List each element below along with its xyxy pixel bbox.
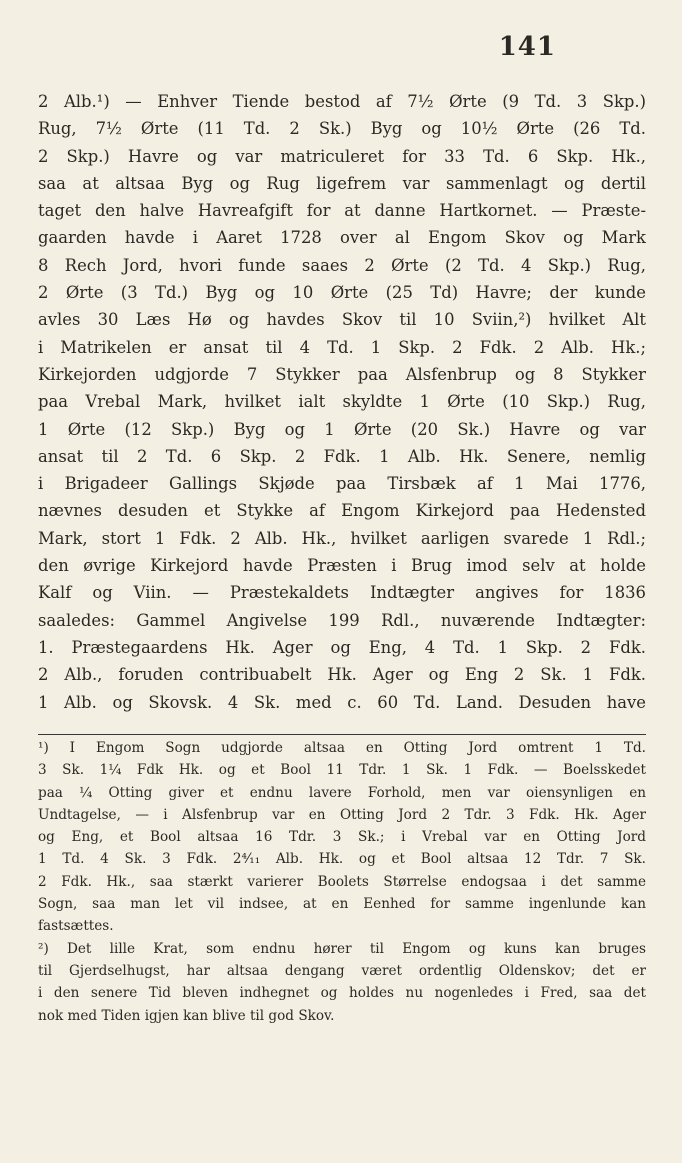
footnote-line: nok med Tiden igjen kan blive til god Skov. (38, 1007, 335, 1024)
footnote-line: ²) Det lille Krat, som endnu hører til Engom og kuns kan bruges (38, 940, 646, 957)
footnote-line: i den senere Tid bleven indhegnet og holdes nu nogenledes i Fred, saa det (38, 985, 646, 1002)
footnote-line: 3 Sk. 1¼ Fdk Hk. og et Bool 11 Tdr. 1 Sk. 1 Fdk. — Boelsskedet (38, 762, 646, 779)
body-line: 1. Præstegaardens Hk. Ager og Eng, 4 Td. 1 Skp. 2 Fdk. (38, 637, 646, 657)
body-line: 2 Alb.¹) — Enhver Tiende bestod af 7½ Ørte (9 Td. 3 Skp.) (38, 92, 646, 111)
body-line: paa Vrebal Mark, hvilket ialt skyldte 1 Ørte (10 Skp.) Rug, (38, 392, 646, 412)
footnote-line: Undtagelse, — i Alsfenbrup var en Otting Jord 2 Tdr. 3 Fdk. Hk. Ager (38, 806, 646, 823)
body-line: den øvrige Kirkejord havde Præsten i Brug imod selv at holde (38, 556, 646, 576)
body-line: i Matrikelen er ansat til 4 Td. 1 Skp. 2 Fdk. 2 Alb. Hk.; (38, 337, 646, 357)
footnote-line: 1 Td. 4 Sk. 3 Fdk. 2⁴⁄₁₁ Alb. Hk. og et Bool altsaa 12 Tdr. 7 Sk. (38, 851, 646, 868)
footnote-line: fastsættes. (38, 918, 114, 935)
body-line: avles 30 Læs Hø og havdes Skov til 10 Sviin,²) hvilket Alt (38, 310, 646, 330)
body-line: 1 Alb. og Skovsk. 4 Sk. med c. 60 Td. Land. Desuden have (38, 692, 646, 712)
body-line: Kalf og Viin. — Præstekaldets Indtægter angives for 1836 (38, 583, 646, 603)
footnote-line: til Gjerdselhugst, har altsaa dengang været ordentlig Oldenskov; det er (38, 962, 646, 979)
page-number: 141 (498, 32, 556, 62)
footnote-line: 2 Fdk. Hk., saa stærkt varierer Boolets Størrelse endogsaa i det samme (38, 873, 646, 890)
footnote-divider (38, 734, 646, 735)
body-text (38, 88, 646, 716)
body-line: 2 Skp.) Havre og var matriculeret for 33 Td. 6 Skp. Hk., (38, 146, 646, 166)
body-line: saa at altsaa Byg og Rug ligefrem var sammenlagt og dertil (38, 173, 646, 193)
body-line: taget den halve Havreafgift for at danne Hartkornet. — Præste- (38, 201, 646, 221)
footnote-line: Sogn, saa man let vil indsee, at en Eenhed for samme ingenlunde kan (38, 896, 646, 913)
footnote-line: paa ¼ Otting giver et endnu lavere Forhold, men var oiensynligen en (38, 784, 646, 801)
body-line: ansat til 2 Td. 6 Skp. 2 Fdk. 1 Alb. Hk. Senere, nemlig (38, 446, 646, 466)
footnote-line: ¹) I Engom Sogn udgjorde altsaa en Otting Jord omtrent 1 Td. (38, 740, 646, 756)
body-line: gaarden havde i Aaret 1728 over al Engom Skov og Mark (38, 228, 646, 248)
body-line: 8 Rech Jord, hvori funde saaes 2 Ørte (2 Td. 4 Skp.) Rug, (38, 255, 646, 275)
body-line: 2 Ørte (3 Td.) Byg og 10 Ørte (25 Td) Havre; der kunde (38, 283, 646, 303)
footnotes (38, 737, 646, 1027)
footnote-line: og Eng, et Bool altsaa 16 Tdr. 3 Sk.; i Vrebal var en Otting Jord (38, 829, 646, 846)
body-line: Kirkejorden udgjorde 7 Stykker paa Alsfenbrup og 8 Stykker (38, 364, 646, 384)
body-line: 2 Alb., foruden contribuabelt Hk. Ager og Eng 2 Sk. 1 Fdk. (38, 665, 646, 685)
body-line: saaledes: Gammel Angivelse 199 Rdl., nuværende Indtægter: (38, 610, 646, 630)
body-line: 1 Ørte (12 Skp.) Byg og 1 Ørte (20 Sk.) Havre og var (38, 419, 646, 439)
body-line: Rug, 7½ Ørte (11 Td. 2 Sk.) Byg og 10½ Ørte (26 Td. (38, 119, 646, 139)
body-line: i Brigadeer Gallings Skjøde paa Tirsbæk af 1 Mai 1776, (38, 474, 646, 494)
body-line: Mark, stort 1 Fdk. 2 Alb. Hk., hvilket aarligen svarede 1 Rdl.; (38, 528, 646, 548)
body-line: nævnes desuden et Stykke af Engom Kirkejord paa Hedensted (38, 501, 646, 521)
